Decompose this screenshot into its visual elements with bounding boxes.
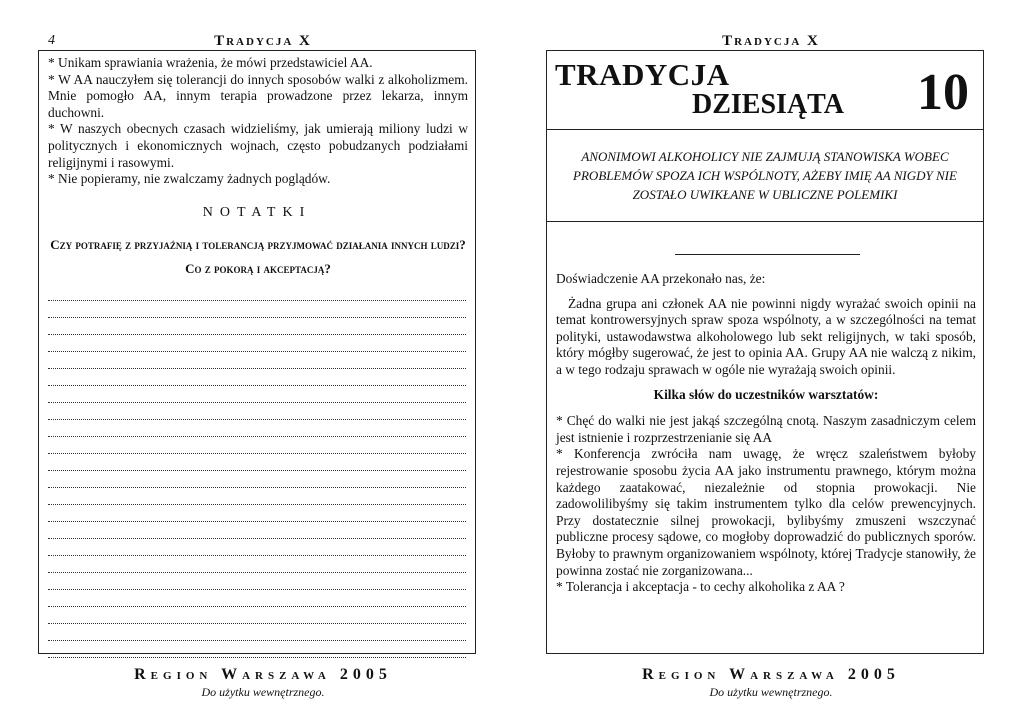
dotted-line: [48, 301, 466, 318]
dotted-line: [48, 284, 466, 301]
dotted-line: [48, 539, 466, 556]
left-bullet-list: [48, 55, 468, 188]
dotted-line: [48, 335, 466, 352]
dotted-line: [48, 607, 466, 624]
workshop-bullet: * Chęć do walki nie jest jakąś szczególną cnotą. Naszym zasadniczym celem jest istnienie i rozprzestrzenianie się AA: [556, 413, 976, 445]
dotted-line: [48, 505, 466, 522]
tradition-number: 10: [917, 64, 969, 121]
notes-lines: [48, 284, 466, 658]
tradition-text: ANONIMOWI ALKOHOLICY NIE ZAJMUJĄ STANOWISKA WOBEC PROBLEMÓW SPOZA ICH WSPÓLNOTY, AŻEBY IMIĘ AA NIGDY NIE ZOSTAŁO UWIKŁANE W UBLICZNE POLEMIKI: [573, 149, 957, 202]
left-page: [38, 0, 488, 724]
right-body: [556, 271, 976, 596]
reflection-question: Czy potrafię z przyjaźnią i tolerancją przyjmować działania innych ludzi? Co z pokorą i akceptacją?: [50, 237, 466, 276]
workshop-heading: Kilka słów do uczestników warsztatów:: [653, 386, 879, 402]
dotted-line: [48, 573, 466, 590]
dotted-line: [48, 318, 466, 335]
dotted-line: [48, 454, 466, 471]
left-running-header: [38, 33, 488, 49]
footer-region: Region Warszawa 2005: [642, 666, 900, 683]
page-number: 4: [48, 33, 55, 48]
dotted-line: [48, 369, 466, 386]
right-running-header: [546, 33, 996, 49]
dotted-line: [48, 488, 466, 505]
subtitle-box: [547, 129, 983, 222]
right-content-frame: [546, 50, 984, 654]
title-box: [547, 51, 983, 130]
dotted-line: [48, 471, 466, 488]
workshop-bullet: * Tolerancja i akceptacja - to cechy alkoholika z AA ?: [556, 579, 845, 595]
left-bullet: * Unikam sprawiania wrażenia, że mówi przedstawiciel AA.: [48, 55, 373, 70]
dotted-line: [48, 556, 466, 573]
left-bullet: * Nie popieramy, nie zwalczamy żadnych poglądów.: [48, 171, 331, 187]
dotted-line: [48, 522, 466, 539]
footer-note: Do użytku wewnętrznego.: [709, 685, 833, 699]
dotted-line: [48, 352, 466, 369]
footer-region: Region Warszawa 2005: [134, 666, 392, 683]
right-page: [546, 0, 996, 724]
left-footer: [38, 666, 488, 700]
right-footer: [546, 666, 996, 700]
footer-note: Do użytku wewnętrznego.: [201, 685, 325, 699]
dotted-line: [48, 590, 466, 607]
workshop-bullet: * Konferencja zwróciła nam uwagę, że wręcz szaleństwem byłoby rejestrowanie sposobu życia AA jako instrumentu prawnego, którym można każdego zaatakować, niezależnie od stopnia prowokacji. Nie zadowolilibyśmy się takim instrumentem tylko dla celów prewencyjnych. Przy dostatecznie silnej prowokacji, bylibyśmy zmuszeni wszczynać publiczne procesy sądowe, co mogłoby doprowadzić do publicznych sporów. Byłoby to prawnym organizowaniem wspólnoty, której Tradycje stanowiły, że powinna zostać nie zorganizowana...: [556, 446, 976, 578]
notes-heading: NOTATKI: [202, 205, 312, 220]
dotted-line: [48, 420, 466, 437]
separator-rule: [675, 254, 860, 255]
dotted-line: [48, 624, 466, 641]
title-line-2: DZIESIĄTA: [692, 89, 844, 120]
dotted-line: [48, 403, 466, 420]
body-paragraph: Żadna grupa ani członek AA nie powinni nigdy wyrażać swoich opinii na temat kontrowersyjnych spraw spoza wspólnoty, a w szczególności na temat polityki, ustawodawstwa alkoholowego lub sekt religijnych, w taki sposób, który mógłby sugerować, że jest to opinia AA. Grupy AA nie walczą z nikim, a w tego rodzaju sprawach w ogóle nie wyrażają swoich opinii.: [556, 295, 976, 377]
dotted-line: [48, 641, 466, 658]
left-header-title: Tradycja X: [214, 33, 312, 49]
left-bullet: * W AA nauczyłem się tolerancji do innych sposobów walki z alkoholizmem. Mnie pomogło AA, innym terapia prowadzone przez lekarza, innym duchowni.: [48, 71, 468, 120]
left-bullet: * W naszych obecnych czasach widzieliśmy, jak umierają miliony ludzi w politycznych i ekonomicznych wojnach, często pobudzanych podziałami religijnymi i rasowymi.: [48, 121, 468, 170]
intro-text: Doświadczenie AA przekonało nas, że:: [556, 271, 766, 286]
dotted-line: [48, 437, 466, 454]
title-line-1: TRADYCJA: [555, 57, 730, 92]
left-content-frame: [38, 50, 476, 654]
right-header-title: Tradycja X: [722, 33, 820, 49]
dotted-line: [48, 386, 466, 403]
